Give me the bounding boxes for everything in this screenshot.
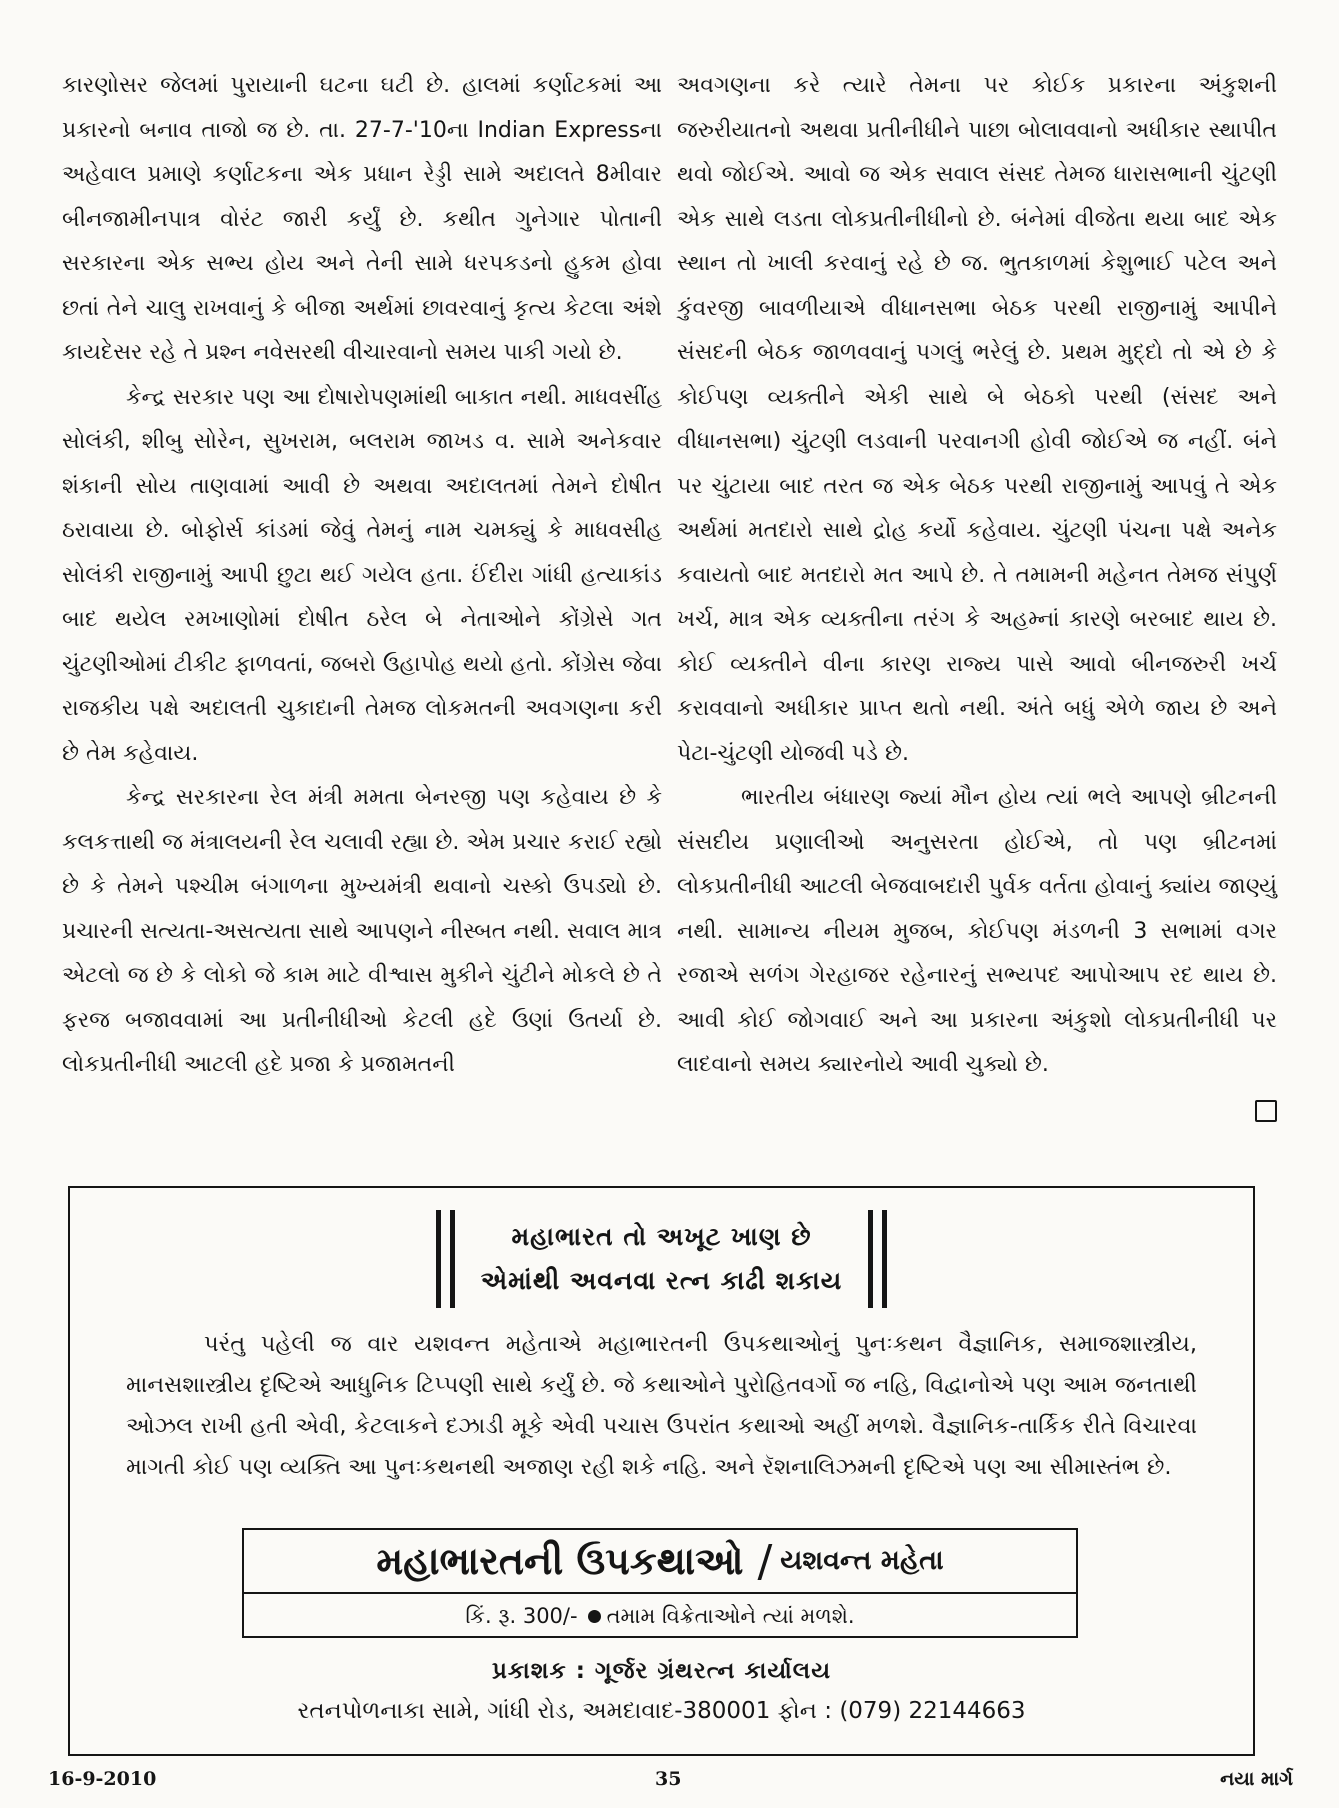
publisher-name: પ્રકાશક : ગૂર્જર ગ્રંથરત્ન કાર્યાલય (491, 1658, 832, 1684)
bullet-icon (588, 1610, 601, 1623)
book-title-row (244, 1530, 1076, 1594)
article-paragraph: અવગણના કરે ત્યારે તેમના પર કોઈક પ્રકારના અંકુશની જરુરીયાતનો અથવા પ્રતીનીધીને પાછા બોલાવવાનો અધીકાર સ્થાપીત થવો જોઈએ. આવો જ એક સવાલ સંસદ તેમજ ધારાસભાની ચુંટણી એક સાથે લડતા લોકપ્રતીનીધીનો છે. બંનેમાં વીજેતા થયા બાદ એક સ્થાન તો ખાલી કરવાનું રહે છે જ. ભુતકાળમાં કેશુભાઈ પટેલ અને કુંવરજી બાવળીયાએ વીધાનસભા બેઠક પરથી રાજીનામું આપીને સંસદની બેઠક જાળવવાનું પગલું ભરેલું છે. પ્રથમ મુદ્દો તો એ છે કે કોઈપણ વ્યક્તીને એકી સાથે બે બેઠકો પરથી (સંસદ અને વીધાનસભા) ચુંટણી લડવાની પરવાનગી હોવી જોઈએ જ નહીં. બંને પર ચુંટાયા બાદ તરત જ એક બેઠક પરથી રાજીનામું આપવું તે એક અર્થમાં મતદારો સાથે દ્રોહ કર્યો કહેવાય. ચુંટણી પંચના પક્ષે અનેક કવાયતો બાદ મતદારો મત આપે છે. તે તમામની મહેનત તેમજ સંપુર્ણ ખર્ચ, માત્ર એક વ્યક્તીના તરંગ કે અહમ્નાં કારણે બરબાદ થાય છે. કોઈ વ્યક્તીને વીના કારણ રાજ્ય પાસે આવો બીનજરુરી ખર્ચ કરાવવાનો અધીકાર પ્રાપ્ત થતો નથી. અંતે બધું એળે જાય છે અને પેટા-ચુંટણી યોજવી પડે છે. (677, 73, 1277, 766)
left-column (62, 64, 662, 1159)
article-paragraph: કેન્દ્ર સરકાર પણ આ દોષારોપણમાંથી બાકાત નથી. માધવસીંહ સોલંકી, શીબુ સોરેન, સુખરામ, બલરામ જાખડ વ. સામે અનેકવાર શંકાની સોય તાણવામાં આવી છે અથવા અદાલતમાં તેમને દોષીત ઠરાવાયા છે. બોફોર્સ કાંડમાં જેવું તેમનું નામ ચમક્યું કે માધવસીહ સોલંકી રાજીનામું આપી છુટા થઈ ગયેલ હતા. ઈંદીરા ગાંધી હત્યાકાંડ બાદ થયેલ રમખાણોમાં દોષીત ઠરેલ બે નેતાઓને કોંગ્રેસે ગત ચુંટણીઓમાં ટીકીટ ફાળવતાં, જબરો ઉહાપોહ થયો હતો. કોંગ્રેસ જેવા રાજકીય પક્ષે અદાલતી ચુકાદાની તેમજ લોકમતની અવગણના કરી છે તેમ કહેવાય. (62, 384, 662, 766)
ad-headline (70, 1210, 1253, 1308)
magazine-name: નયા માર્ગ (1220, 1768, 1293, 1790)
article-columns (62, 64, 1277, 1159)
double-bar-right-icon (868, 1210, 887, 1308)
book-title: મહાભારતની ઉપકથાઓ (376, 1538, 744, 1583)
book-availability: તમામ વિક્રેતાઓને ત્યાં મળશે. (606, 1603, 855, 1628)
ad-body-text: પરંતુ પહેલી જ વાર યશવન્ત મહેતાએ મહાભારતની ઉપકથાઓનું પુનઃકથન વૈજ્ઞાનિક, સમાજશાસ્ત્રીય, માનસશાસ્ત્રીય દૃષ્ટિએ આધુનિક ટિપ્પણી સાથે કર્યું છે. જે કથાઓને પુરોહિતવર્ગો જ નહિ, વિદ્વાનોએ પણ આમ જનતાથી ઓઝલ રાખી હતી એવી, કેટલાકને દઝાડી મૂકે એવી પચાસ ઉપરાંત કથાઓ અહીં મળશે. વૈજ્ઞાનિક-તાર્કિક રીતે વિચારવા માગતી કોઈ પણ વ્યક્તિ આ પુનઃકથનથી અજાણ રહી શકે નહિ. અને રૅશનાલિઝમની દૃષ્ટિએ પણ આ સીમાસ્તંભ છે. (126, 1331, 1197, 1480)
right-column (677, 64, 1277, 1159)
book-price: કિં. રૂ. 300/- (465, 1603, 578, 1628)
issue-date: 16-9-2010 (48, 1768, 157, 1790)
double-bar-left-icon (436, 1210, 455, 1308)
slash-separator: / (757, 1535, 773, 1587)
ad-headline-line-2: એમાંથી અવનવા રત્ન કાઢી શકાય (480, 1266, 843, 1295)
article-paragraph: ભારતીય બંધારણ જ્યાં મૌન હોય ત્યાં ભલે આપણે બ્રીટનની સંસદીય પ્રણાલીઓ અનુસરતા હોઈએ, તો પણ બ્રીટનમાં લોકપ્રતીનીધી આટલી બેજવાબદારી પુર્વક વર્તતા હોવાનું ક્યાંય જાણ્યું નથી. સામાન્ય નીયમ મુજબ, કોઈપણ મંડળની 3 સભામાં વગર રજાએ સળંગ ગેરહાજર રહેનારનું સભ્યપદ આપોઆપ રદ થાય છે. આવી કોઈ જોગવાઈ અને આ પ્રકારના અંકુશો લોકપ્રતીનીધી પર લાદવાનો સમય ક્યારનોયે આવી ચુક્યો છે. (677, 785, 1277, 1077)
article-paragraph: કેન્દ્ર સરકારના રેલ મંત્રી મમતા બેનરજી પણ કહેવાય છે કે કલકત્તાથી જ મંત્રાલયની રેલ ચલાવી રહ્યા છે. એમ પ્રચાર કરાઈ રહ્યો છે કે તેમને પશ્ચીમ બંગાળના મુખ્યમંત્રી થવાનો ચસ્કો ઉપડ્યો છે. પ્રચારની સત્યતા-અસત્યતા સાથે આપણને નીસ્બત નથી. સવાલ માત્ર એટલો જ છે કે લોકો જે કામ માટે વીશ્વાસ મુકીને ચુંટીને મોકલે છે તે ફરજ બજાવવામાં આ પ્રતીનીધીઓ કેટલી હદે ઉણાં ઉતર્યા છે. લોકપ્રતીનીધી આટલી હદે પ્રજા કે પ્રજામતની (62, 785, 662, 1077)
book-info-box (242, 1528, 1078, 1638)
end-of-article-square-icon (1255, 1100, 1277, 1122)
ad-headline-text (455, 1215, 868, 1303)
book-price-row (244, 1594, 1076, 1638)
article-paragraph: કારણોસર જેલમાં પુરાયાની ઘટના ઘટી છે. હાલમાં કર્ણાટકમાં આ પ્રકારનો બનાવ તાજો જ છે. તા. 27-7-'10ના Indian Expressના અહેવાલ પ્રમાણે કર્ણાટકના એક પ્રધાન રેડ્ડી સામે અદાલતે 8મીવાર બીનજામીનપાત્ર વોરંટ જારી કર્યું છે. કથીત ગુનેગાર પોતાની સરકારના એક સભ્ય હોય અને તેની સામે ધરપકડનો હુકમ હોવા છતાં તેને ચાલુ રાખવાનું કે બીજા અર્થમાં છાવરવાનું કૃત્ય કેટલા અંશે કાયદેસર રહે તે પ્રશ્ન નવેસરથી વીચારવાનો સમય પાકી ગયો છે. (62, 73, 662, 365)
page-footer (40, 1768, 1299, 1798)
ad-headline-line-1: મહાભારત તો અખૂટ ખાણ છે (511, 1222, 812, 1251)
book-author: યશવન્ત મહેતા (780, 1545, 944, 1576)
publisher-address: રતનપોળનાકા સામે, ગાંધી રોડ, અમદાવાદ-380001 ફોન : (079) 22144663 (297, 1698, 1026, 1724)
book-advertisement (68, 1186, 1255, 1756)
page-number: 35 (655, 1768, 682, 1790)
